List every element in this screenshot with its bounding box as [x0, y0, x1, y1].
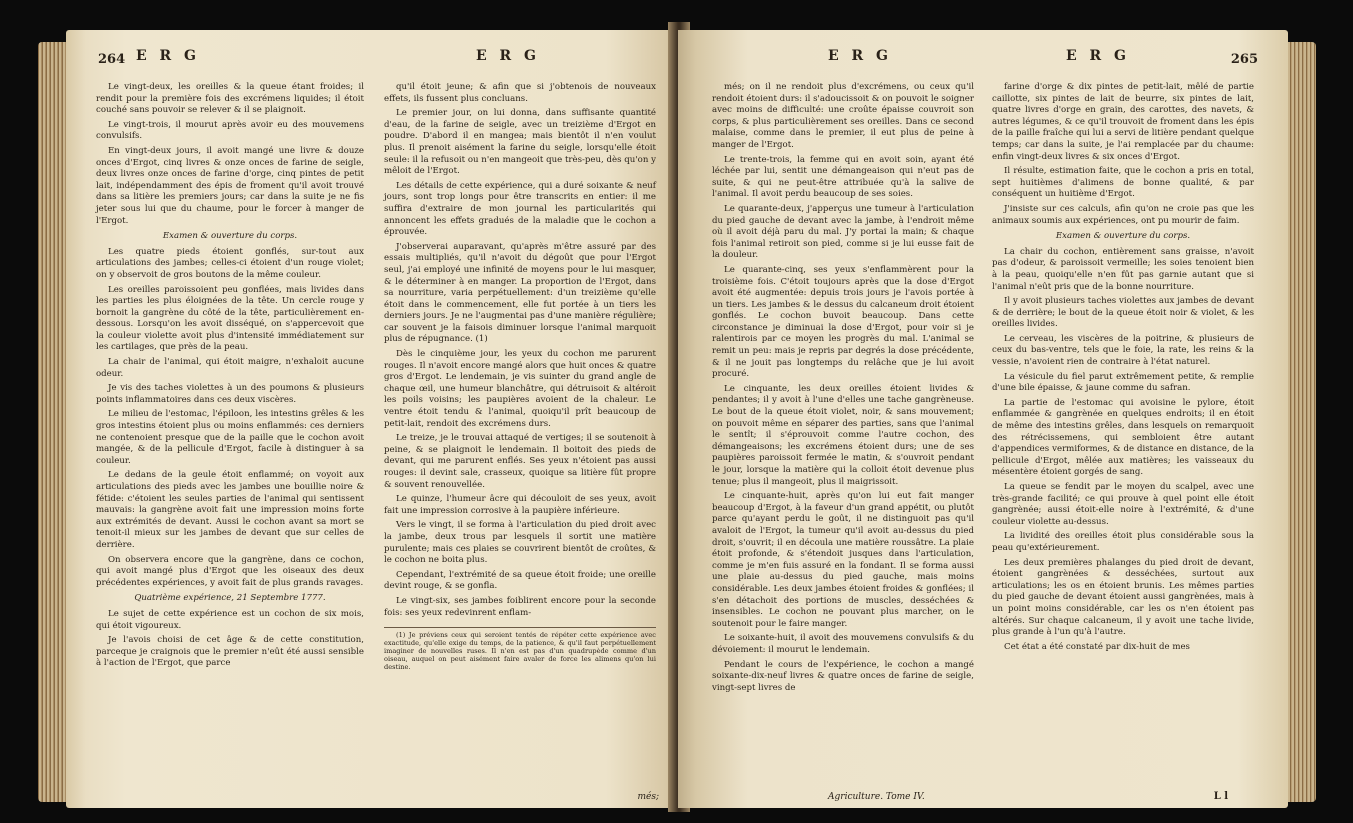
paragraph: Le vingt-six, ses jambes foiblirent encore pour la seconde fois: ses yeux redevinrent enflam-	[384, 595, 656, 618]
paragraph: Le milieu de l'estomac, l'épiloon, les intestins grêles & les gros intestins étoient plus ou moins enflammés: ces derniers ne contenoient presque que de la paille que le cochon avoit mangée, & de la pellicule d'Ergot, facile à distinguer à sa couleur.	[96, 409, 364, 466]
paragraph: La chair du cochon, entièrement sans graisse, n'avoit pas d'odeur, & paroissoit vermeille; les soies tenoient bien à la peau, quoiqu'elle n'en fût pas garnie autant que si l'animal n'eût pris que de la bonne nourriture.	[992, 246, 1254, 292]
catchword: més;	[637, 792, 659, 802]
paragraph: Le quarante-cinq, ses yeux s'enflammèrent pour la troisième fois. C'étoit toujours après que la dose d'Ergot avoit été augmentée: depuis trois jours je l'avois portée à un tiers. Les jambes & le dessus du calcaneum droit étoient gonflés. Le cochon buvoit beaucoup. Dans cette circonstance je diminuai la dose d'Ergot, pour voir si je ralentirois par ce moyen les progrès du mal. L'animal se remit un peu: mais je repris par degrés la dose précédente, & il ne jouit pas longtemps du relâche que je lui avoit procuré.	[712, 264, 974, 380]
paragraph: Cependant, l'extrémité de sa queue étoit froide; une oreille devint rouge, & se gonfla.	[384, 569, 656, 592]
paragraph: Le treize, je le trouvai attaqué de vertiges; il se soutenoit à peine, & se plaignoit le lendemain. Il boitoit des pieds de devant, qui me parurent enflés. Ses yeux n'étoient pas aussi rouges: il devint sale, crasseux, quoique sa litière fût propre & souvent renouvellée.	[384, 433, 656, 490]
paragraph: Les deux premières phalanges du pied droit de devant, étoient gangrènées & desséchées, surtout aux articulations; les os en étoient brunis. Les mêmes parties du pied gauche de devant étoient aussi gangrènées, mais à un point moins considérable, car les os n'en étoient pas altérés. Sur chaque calcaneum, il y avoit une tache livide, plus grande à l'un qu'à l'autre.	[992, 557, 1254, 638]
paragraph: Pendant le cours de l'expérience, le cochon a mangé soixante-dix-neuf livres & quatre onces de farine de seigle, vingt-sept livres de	[712, 659, 974, 693]
running-head-left: E R G	[136, 48, 201, 64]
paragraph: Le premier jour, on lui donna, dans suffisante quantité d'eau, de la farine de seigle, avec un treizième d'Ergot en poudre. D'abord il en mangea; mais bientôt il n'en voulut plus. Il prenoit aisément la farine du seigle, lorsqu'elle étoit seule: il la refusoit ou n'en mangeoit que très-peu, dès qu'on y mêloit de l'Ergot.	[384, 108, 656, 177]
paragraph: La vésicule du fiel parut extrêmement petite, & remplie d'une bile épaisse, & jaune comme du safran.	[992, 371, 1254, 394]
paragraph: Les quatre pieds étoient gonflés, sur-tout aux articulations des jambes; celles-ci étoient d'un rouge violet; on y observoit de gros boutons de la même couleur.	[96, 246, 364, 280]
paragraph: Le vingt-trois, il mourut après avoir eu des mouvemens convulsifs.	[96, 119, 364, 142]
paragraph: Il y avoit plusieurs taches violettes aux jambes de devant & de derrière; le bout de la queue étoit noir & violet, & les oreilles livides.	[992, 296, 1254, 330]
paragraph: La lividité des oreilles étoit plus considérable sous la peau qu'extérieurement.	[992, 531, 1254, 553]
paragraph: J'insiste sur ces calculs, afin qu'on ne croie pas que les animaux soumis aux expériences, ont pu mourir de faim.	[992, 203, 1254, 226]
paragraph: Le sujet de cette expérience est un cochon de six mois, qui étoit vigoureux.	[96, 608, 364, 631]
paragraph: Le vingt-deux, les oreilles & la queue étant froides; il rendit pour la première fois des excrémens liquides; il étoit couché sans pouvoir se relever & il se plaignoit.	[96, 82, 364, 116]
paragraph: Je vis des taches violettes à un des poumons & plusieurs points inflammatoires dans ces deux viscères.	[96, 383, 364, 405]
paragraph: Le dedans de la geule étoit enflammé; on voyoit aux articulations des pieds avec les jambes une bouillie noire & fétide: c'étoient les seules parties de l'animal qui sentissent mauvais: la gangrène avoit fait une impression moins forte aux extrémités de devant. Aussi le cochon avant sa mort se tenoit-il mieux sur les jambes de devant que sur celles de derrière.	[96, 470, 364, 550]
right-page-column-1	[712, 82, 974, 697]
open-book	[38, 12, 1316, 814]
running-head-left-center: E R G	[476, 48, 541, 64]
paragraph: Le quinze, l'humeur âcre qui découloit de ses yeux, avoit fait une impression corrosive à la paupière inférieure.	[384, 494, 656, 516]
paragraph: La partie de l'estomac qui avoisine le pylore, étoit enflammée & gangrènée en quelques endroits; il en étoit de même des intestins grêles, dans lesquels on remarquoit des rétrécissemens, qui sembloient être autant d'appendices vermiformes, & de distance en distance, de la pellicule d'Ergot, mêlée aux matières; les vaisseaux du mésentère étoient gorgés de sang.	[992, 397, 1254, 478]
running-head-right-center: E R G	[828, 48, 893, 64]
paragraph: més; on il ne rendoit plus d'excrémens, ou ceux qu'il rendoit étoient durs: il s'adoucissoit & on pouvoit le soigner avec moins de difficulté: une croûte épaisse couvroit son corps, & plus particulièrement ses oreilles. Dans ce second malaise, comme dans le premier, il eut plus de peine à manger de l'Ergot.	[712, 82, 974, 150]
paragraph: Examen & ouverture du corps.	[1055, 231, 1191, 242]
right-page-edges	[1284, 42, 1316, 802]
paragraph: La queue se fendit par le moyen du scalpel, avec une très-grande facilité; ce qui prouve à quel point elle étoit gangrènée; aussi étoit-elle noire à l'extrémité, & d'une couleur violette au-dessus.	[992, 482, 1254, 527]
paragraph: Dès le cinquième jour, les yeux du cochon me parurent rouges. Il n'avoit encore mangé alors que huit onces & quatre gros d'Ergot. Le lendemain, je vis suinter du grand angle de chaque œil, une humeur blanchâtre, qui détruisoit & altéroit les poils voisins; les paupières avoient de la chaleur. Le ventre étoit tendu & l'animal, quoiqu'il prît beaucoup de petit-lait, rendoit des excrémens durs.	[384, 349, 656, 429]
paragraph: Les oreilles paroissoient peu gonflées, mais livides dans les parties les plus éloignées de la tête. Un cercle rouge y bornoit la gangrène du côté de la tête, particulièrement en-dessous. Lorsqu'on les avoit disséqué, on s'appercevoit que la couleur violette avoit plus d'intensité immédiatement sur les cartilages, que près de la peau.	[96, 284, 364, 353]
paragraph: On observera encore que la gangrène, dans ce cochon, qui avoit mangé plus d'Ergot que les oiseaux des deux précédentes expériences, y avoit fait de plus grands ravages.	[96, 554, 364, 588]
paragraph: Les détails de cette expérience, qui a duré soixante & neuf jours, sont trop longs pour être transcrits en entier: il me suffira d'extraire de mon journal les particularités qui annoncent les effets gradués de la maladie que le cochon a éprouvée.	[384, 180, 656, 238]
page-number-left: 264	[98, 52, 126, 67]
page-number-right: 265	[1230, 52, 1258, 67]
paragraph: Le cerveau, les viscères de la poitrine, & plusieurs de ceux du bas-ventre, tels que le foie, la rate, les reins & la vessie, n'avoient rien de contraire à l'état naturel.	[992, 333, 1254, 368]
footer-volume: Agriculture. Tome IV.	[828, 792, 925, 802]
paragraph: J'observerai auparavant, qu'après m'être assuré par des essais multipliés, qu'il n'avoit du dégoût que pour l'Ergot seul, j'ai employé une infinité de moyens pour le lui masquer, & le déterminer à en manger. La proportion de l'Ergot, dans sa nourriture, varia perpétuellement: d'un treizième qu'elle étoit dans le commencement, elle fut portée à un tiers les derniers jours. Je ne l'augmentai pas d'une manière régulière; car souvent je la faisois diminuer lorsque l'animal marquoit plus de répugnance. (1)	[384, 241, 656, 345]
paragraph: qu'il étoit jeune; & afin que si j'obtenois de nouveaux effets, ils fussent plus concluans.	[384, 82, 656, 104]
right-page-column-2	[992, 82, 1254, 656]
paragraph: En vingt-deux jours, il avoit mangé une livre & douze onces d'Ergot, cinq livres & onze onces de farine de seigle, deux livres onze onces de farine d'orge, cinq pintes de petit lait, indépendamment des épis de froment qu'il avoit trouvé dans sa litière les premiers jours; car dans la suite je ne fis jeter sous lui que du chaume, pour le forcer à manger de l'Ergot.	[96, 145, 364, 226]
left-page	[66, 30, 683, 808]
paragraph: farine d'orge & dix pintes de petit-lait, mêlé de partie caillotte, six pintes de lait de beurre, six pintes de lait, quatre livres d'orge en grain, des carottes, des navets, & autres légumes, & ce qu'il trouvoit de froment dans les épis de la paille fraîche qui lui a servi de litière pendant quelque temps; car dans la suite, je l'ai remplacée par du chaume: enfin vingt-deux livres & six onces d'Ergot.	[992, 82, 1254, 162]
paragraph: Il résulte, estimation faite, que le cochon a pris en total, sept huitièmes d'alimens de bonne qualité, & par conséquent un huitième d'Ergot.	[992, 166, 1254, 200]
paragraph: Le cinquante, les deux oreilles étoient livides & pendantes; il y avoit à l'une d'elles une tache gangrèneuse. Le bout de la queue étoit violet, noir, & sans mouvement; on pouvoit même en séparer des parties, sans que l'animal le sentît; il s'éprouvoit comme l'autre cochon, des démangeaisons; les excrémens étoient durs; une de ses paupières paroissoit fermée le matin, & s'ouvroit pendant le jour, lorsque la matière qui la colloit étoit devenue plus tenue; plus il mangeoit, plus il maigrissoit.	[712, 383, 974, 487]
signature-mark: L l	[1213, 791, 1228, 802]
paragraph: Le cinquante-huit, après qu'on lui eut fait manger beaucoup d'Ergot, à la faveur d'un grand appétit, ou plutôt parce qu'ayant perdu le goût, il ne distinguoit pas qu'il avaloit de l'Ergot, la tumeur qu'il avoit au-dessus du pied droit, s'ouvrit; il en découla une matière roussâtre. La plaie étoit profonde, & s'étendoit jusques dans l'articulation, comme je m'en fuis assuré en la fondant. Il se forma aussi une plaie au-dessus du pied gauche, mais moins considérable. Les deux jambes étoient froides & gonflées; il s'en détachoit des portions de muscles, desséchées & insensibles. Le cochon ne pouvant plus marcher, on le soutenoit pour le faire manger.	[712, 491, 974, 629]
paragraph: Quatrième expérience, 21 Septembre 1777.	[134, 593, 326, 604]
left-page-column-2	[384, 82, 656, 674]
paragraph: Vers le vingt, il se forma à l'articulation du pied droit avec la jambe, deux trous par lesquels il sortit une matière purulente; mais ces plaies se couvrirent bientôt de croûtes, & le cochon ne boita plus.	[384, 520, 656, 566]
left-page-column-1	[96, 82, 364, 673]
paragraph: Cet état a été constaté par dix-huit de mes	[1004, 641, 1190, 652]
paragraph: Je l'avois choisi de cet âge & de cette constitution, parceque je craignois que le premier n'eût été aussi sensible à l'action de l'Ergot, que parce	[96, 635, 364, 669]
paragraph: Examen & ouverture du corps.	[162, 231, 298, 242]
paragraph: Le quarante-deux, j'apperçus une tumeur à l'articulation du pied gauche de devant avec la jambe, à l'endroit même où il avoit déjà paru du mal. J'y portai la main; & chaque fois l'animal retiroit son pied, comme si je lui eusse fait de la douleur.	[712, 203, 974, 261]
paragraph: La chair de l'animal, qui étoit maigre, n'exhaloit aucune odeur.	[96, 357, 364, 379]
paragraph: Le soixante-huit, il avoit des mouvemens convulsifs & du dévoiement: il mourut le lendemain.	[712, 633, 974, 655]
right-page	[678, 30, 1288, 808]
paragraph: (1) Je préviens ceux qui seroient tentés de répéter cette expérience avec exactitude, qu'elle exige du temps, de la patience, & qu'il faut perpétuellement imaginer de nouvelles ruses. Il n'en est pas d'un quadrupède comme d'un oiseau, auquel on peut aisément faire avaler de force les alimens qu'on lui destine.	[384, 627, 656, 671]
running-head-right: E R G	[1066, 48, 1131, 64]
paragraph: Le trente-trois, la femme qui en avoit soin, ayant été léchée par lui, sentit une démangeaison qui n'eut pas de suite, & qui ne peut-être attribuée qu'à la salive de l'animal. Il avoit perdu beaucoup de ses soies.	[712, 154, 974, 200]
